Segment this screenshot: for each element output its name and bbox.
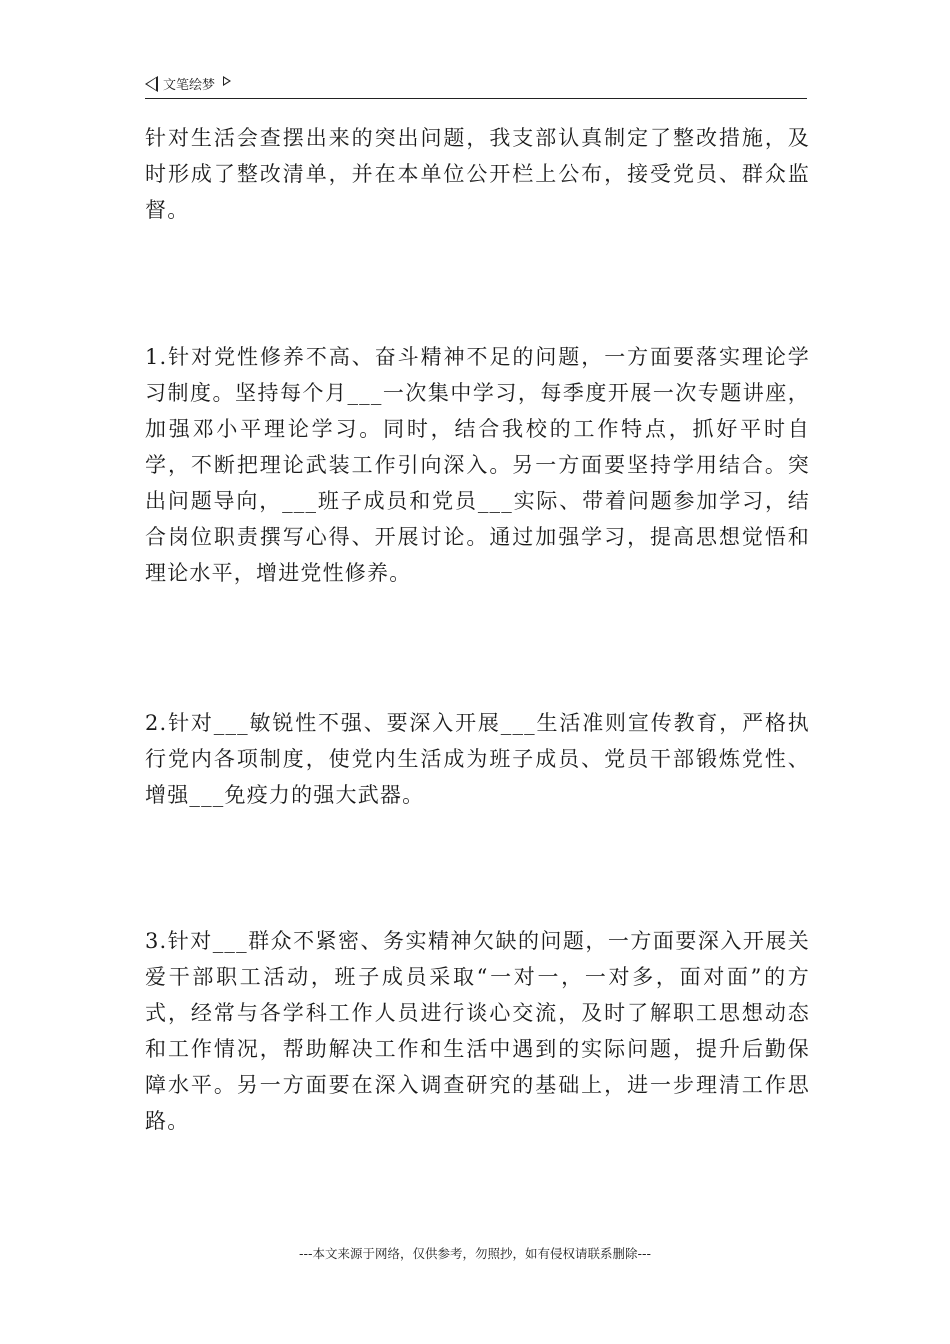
- page-footer-notice: ---本文来源于网络，仅供参考，勿照抄，如有侵权请联系删除---: [298, 1246, 652, 1261]
- intro-paragraph: 针对生活会查摆出来的突出问题，我支部认真制定了整改措施，及时形成了整改清单，并在本单位公开栏上公布，接受党员、群众监督。: [145, 126, 810, 222]
- measure-paragraph-2: 2.针对___敏锐性不强、要深入开展___生活准则宣传教育，严格执行党内各项制度，使党内生活成为班子成员、党员干部锻炼党性、增强___免疫力的强大武器。: [145, 711, 810, 807]
- measure-paragraph-1: 1.针对党性修养不高、奋斗精神不足的问题，一方面要落实理论学习制度。坚持每个月___一次集中学习，每季度开展一次专题讲座，加强邓小平理论学习。同时，结合我校的工作特点，抓好平时自学，不断把理论武装工作引向深入。另一方面要坚持学用结合。突出问题导向，___班子成员和党员___实际、带着问题参加学习，结合岗位职责撰写心得、开展讨论。通过加强学习，提高思想觉悟和理论水平，增进党性修养。: [145, 345, 810, 585]
- header-brand-text: 文笔绘梦: [163, 78, 216, 93]
- header-brand-group: [145, 74, 231, 93]
- measure-paragraph-3: 3.针对___群众不紧密、务实精神欠缺的问题，一方面要深入开展关爱干部职工活动，班子成员采取“一对一，一对多，面对面”的方式，经常与各学科工作人员进行谈心交流，及时了解职工思想动态和工作情况，帮助解决工作和生活中遇到的实际问题，提升后勤保障水平。另一方面要在深入调查研究的基础上，进一步理清工作思路。: [145, 929, 810, 1133]
- left-triangle-icon: [145, 76, 158, 92]
- page-header: [145, 72, 807, 99]
- right-triangle-icon: [223, 76, 231, 86]
